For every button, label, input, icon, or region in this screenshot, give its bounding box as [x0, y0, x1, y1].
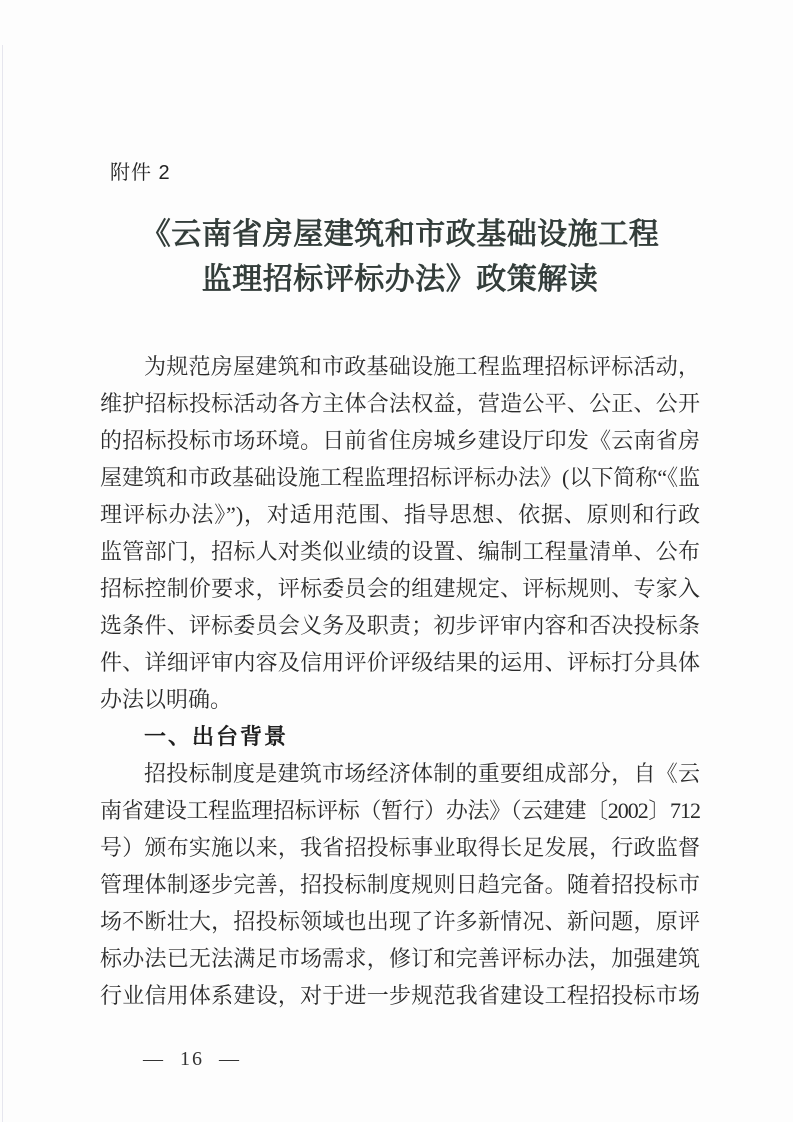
- paragraph1-line: 监管部门，招标人对类似业绩的设置、编制工程量清单、公布: [100, 539, 700, 564]
- attachment-label: 附件 2: [110, 162, 171, 184]
- paragraph1-line: 为规范房屋建筑和市政基础设施工程监理招标评标活动，: [144, 354, 700, 379]
- paragraph2-line: 场不断壮大，招投标领域也出现了许多新情况、新问题，原评: [100, 909, 700, 934]
- page-number: — 16 —: [143, 1048, 241, 1070]
- document-title: [100, 212, 700, 302]
- paragraph2-line: 管理体制逐步完善，招投标制度规则日趋完备。随着招投标市: [100, 872, 700, 897]
- section-heading-background: 一、出台背景: [144, 724, 289, 749]
- paragraph1-line: 理评标办法》”)，对适用范围、指导思想、依据、原则和行政: [100, 502, 700, 527]
- document-body: [100, 348, 700, 1014]
- paragraph1-line: 件、详细评审内容及信用评价评级结果的运用、评标打分具体: [100, 650, 700, 675]
- paragraph2-line: 招投标制度是建筑市场经济体制的重要组成部分，自《云: [144, 761, 700, 786]
- document-title-line-2: 监理招标评标办法》政策解读: [201, 263, 599, 296]
- paragraph1-line: 维护招标投标活动各方主体合法权益，营造公平、公正、公开: [100, 391, 700, 416]
- paragraph1-line: 办法以明确。: [100, 687, 233, 712]
- paragraph1-line: 的招标投标市场环境。日前省住房城乡建设厅印发《云南省房: [100, 428, 700, 453]
- document-title-line-1: 《云南省房屋建筑和市政基础设施工程: [140, 218, 660, 251]
- paragraph2-line: 号）颁布实施以来，我省招投标事业取得长足发展，行政监督: [100, 835, 700, 860]
- paragraph1-line: 选条件、评标委员会义务及职责；初步评审内容和否决投标条: [100, 613, 700, 638]
- paragraph2-line: 南省建设工程监理招标评标（暂行）办法》（云建建〔2002〕712: [100, 798, 700, 823]
- paragraph1-line: 招标控制价要求，评标委员会的组建规定、评标规则、专家入: [100, 576, 700, 601]
- paragraph1-line: 屋建筑和市政基础设施工程监理招标评标办法》(以下简称“《监: [100, 465, 701, 490]
- paragraph2-line: 行业信用体系建设，对于进一步规范我省建设工程招投标市场: [100, 983, 700, 1008]
- paragraph2-line: 标办法已无法满足市场需求，修订和完善评标办法，加强建筑: [100, 946, 700, 971]
- scan-edge-artifact: [2, 45, 3, 1122]
